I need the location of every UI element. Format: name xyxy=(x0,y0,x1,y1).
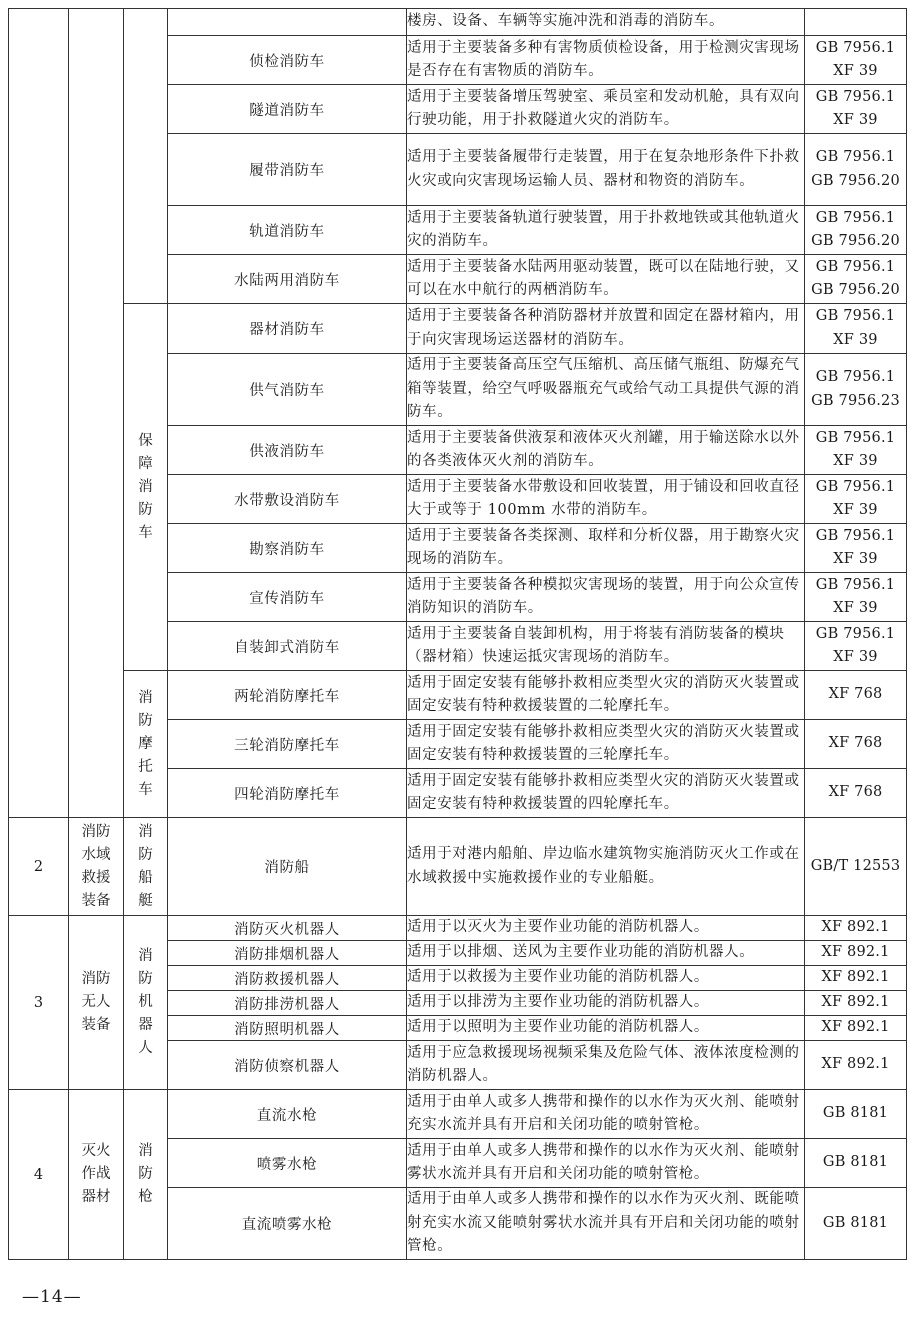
equipment-name: 勘察消防车 xyxy=(168,524,407,573)
equipment-description: 适用于主要装备多种有害物质侦检设备，用于检测灾害现场是否存在有害物质的消防车。 xyxy=(407,36,805,85)
equipment-name: 履带消防车 xyxy=(168,134,407,206)
standard-code: XF 892.1 xyxy=(805,1016,907,1041)
equipment-name: 两轮消防摩托车 xyxy=(168,671,407,720)
standard-code: GB 8181 xyxy=(805,1139,907,1188)
equipment-name: 隧道消防车 xyxy=(168,85,407,134)
equipment-description: 适用于主要装备各种消防器材并放置和固定在器材箱内，用于向灾害现场运送器材的消防车。 xyxy=(407,304,805,354)
subcategory-cell xyxy=(124,9,168,304)
seq-cell: 2 xyxy=(9,818,69,916)
equipment-name: 直流水枪 xyxy=(168,1090,407,1139)
equipment-name: 自装卸式消防车 xyxy=(168,622,407,671)
subcategory-cell: 消 防 枪 xyxy=(124,1090,168,1260)
standard-code: GB 7956.1 XF 39 xyxy=(805,475,907,524)
equipment-description: 适用于主要装备各种模拟灾害现场的装置，用于向公众宣传消防知识的消防车。 xyxy=(407,573,805,622)
category-cell: 消防 无人 装备 xyxy=(69,916,124,1090)
equipment-description: 适用于固定安装有能够扑救相应类型火灾的消防灭火装置或固定安装有特种救援装置的四轮摩托车。 xyxy=(407,769,805,818)
standard-code: GB 7956.1 XF 39 xyxy=(805,622,907,671)
equipment-description: 适用于主要装备各类探测、取样和分析仪器，用于勘察火灾现场的消防车。 xyxy=(407,524,805,573)
standard-code: XF 892.1 xyxy=(805,966,907,991)
table-row xyxy=(9,304,907,354)
equipment-name: 消防排烟机器人 xyxy=(168,941,407,966)
category-cell: 灭火 作战 器材 xyxy=(69,1090,124,1260)
standard-code: XF 892.1 xyxy=(805,941,907,966)
equipment-description: 适用于固定安装有能够扑救相应类型火灾的消防灭火装置或固定安装有特种救援装置的三轮摩托车。 xyxy=(407,720,805,769)
subcategory-cell: 消 防 机 器 人 xyxy=(124,916,168,1090)
table-row xyxy=(9,916,907,941)
equipment-name: 三轮消防摩托车 xyxy=(168,720,407,769)
equipment-name: 供气消防车 xyxy=(168,354,407,426)
table-row xyxy=(9,1090,907,1139)
equipment-description: 适用于由单人或多人携带和操作的以水作为灭火剂、能喷射充实水流并具有开启和关闭功能的喷射管枪。 xyxy=(407,1090,805,1139)
equipment-description: 适用于固定安装有能够扑救相应类型火灾的消防灭火装置或固定安装有特种救援装置的二轮摩托车。 xyxy=(407,671,805,720)
table-row xyxy=(9,9,907,36)
equipment-description: 适用于以救援为主要作业功能的消防机器人。 xyxy=(407,966,805,991)
table-row xyxy=(9,671,907,720)
page-number: —14— xyxy=(22,1287,82,1307)
seq-cell xyxy=(9,9,69,818)
table-row xyxy=(9,818,907,916)
standard-code: GB 7956.1 GB 7956.23 xyxy=(805,354,907,426)
equipment-description: 适用于主要装备水陆两用驱动装置，既可以在陆地行驶，又可以在水中航行的两栖消防车。 xyxy=(407,255,805,304)
equipment-name: 水带敷设消防车 xyxy=(168,475,407,524)
standard-code: GB 7956.1 XF 39 xyxy=(805,426,907,475)
equipment-name: 供液消防车 xyxy=(168,426,407,475)
standard-code: XF 892.1 xyxy=(805,991,907,1016)
standard-code: GB 7956.1 GB 7956.20 xyxy=(805,206,907,255)
standard-code: GB 7956.1 XF 39 xyxy=(805,85,907,134)
equipment-table xyxy=(8,8,907,1260)
category-cell: 消防 水域 救援 装备 xyxy=(69,818,124,916)
standard-code: GB 7956.1 XF 39 xyxy=(805,304,907,354)
standard-code: XF 892.1 xyxy=(805,1041,907,1090)
equipment-name: 宣传消防车 xyxy=(168,573,407,622)
seq-cell: 4 xyxy=(9,1090,69,1260)
equipment-description: 适用于以排涝为主要作业功能的消防机器人。 xyxy=(407,991,805,1016)
equipment-name: 喷雾水枪 xyxy=(168,1139,407,1188)
equipment-description: 适用于由单人或多人携带和操作的以水作为灭火剂、既能喷射充实水流又能喷射雾状水流并具有开启和关闭功能的喷射管枪。 xyxy=(407,1188,805,1260)
equipment-description: 适用于主要装备增压驾驶室、乘员室和发动机舱，具有双向行驶功能，用于扑救隧道火灾的消防车。 xyxy=(407,85,805,134)
equipment-name: 消防排涝机器人 xyxy=(168,991,407,1016)
equipment-description: 适用于主要装备高压空气压缩机、高压储气瓶组、防爆充气箱等装置，给空气呼吸器瓶充气或给气动工具提供气源的消防车。 xyxy=(407,354,805,426)
equipment-description: 适用于由单人或多人携带和操作的以水作为灭火剂、能喷射雾状水流并具有开启和关闭功能的喷射管枪。 xyxy=(407,1139,805,1188)
standard-code: GB 7956.1 XF 39 xyxy=(805,524,907,573)
equipment-description: 适用于以排烟、送风为主要作业功能的消防机器人。 xyxy=(407,941,805,966)
equipment-name: 消防侦察机器人 xyxy=(168,1041,407,1090)
standard-code: XF 892.1 xyxy=(805,916,907,941)
category-cell xyxy=(69,9,124,818)
standard-code: XF 768 xyxy=(805,720,907,769)
equipment-name: 消防照明机器人 xyxy=(168,1016,407,1041)
standard-code: GB 8181 xyxy=(805,1090,907,1139)
equipment-name: 侦检消防车 xyxy=(168,36,407,85)
equipment-description: 适用于主要装备履带行走装置，用于在复杂地形条件下扑救火灾或向灾害现场运输人员、器材和物资的消防车。 xyxy=(407,134,805,206)
subcategory-cell: 消 防 船 艇 xyxy=(124,818,168,916)
equipment-name: 四轮消防摩托车 xyxy=(168,769,407,818)
equipment-description: 适用于主要装备供液泵和液体灭火剂罐，用于输送除水以外的各类液体灭火剂的消防车。 xyxy=(407,426,805,475)
equipment-name: 消防灭火机器人 xyxy=(168,916,407,941)
subcategory-cell: 消 防 摩 托 车 xyxy=(124,671,168,818)
standard-code: XF 768 xyxy=(805,769,907,818)
standard-code: GB 7956.1 XF 39 xyxy=(805,36,907,85)
equipment-description: 适用于应急救援现场视频采集及危险气体、液体浓度检测的消防机器人。 xyxy=(407,1041,805,1090)
equipment-description: 适用于主要装备轨道行驶装置，用于扑救地铁或其他轨道火灾的消防车。 xyxy=(407,206,805,255)
subcategory-cell: 保 障 消 防 车 xyxy=(124,304,168,671)
equipment-description: 楼房、设备、车辆等实施冲洗和消毒的消防车。 xyxy=(407,9,805,36)
equipment-name: 轨道消防车 xyxy=(168,206,407,255)
standard-code: XF 768 xyxy=(805,671,907,720)
equipment-description: 适用于以照明为主要作业功能的消防机器人。 xyxy=(407,1016,805,1041)
equipment-description: 适用于对港内船舶、岸边临水建筑物实施消防灭火工作或在水域救援中实施救援作业的专业船艇。 xyxy=(407,818,805,916)
equipment-name: 器材消防车 xyxy=(168,304,407,354)
equipment-description: 适用于主要装备自装卸机构，用于将装有消防装备的模块（器材箱）快速运抵灾害现场的消防车。 xyxy=(407,622,805,671)
equipment-description: 适用于以灭火为主要作业功能的消防机器人。 xyxy=(407,916,805,941)
equipment-description: 适用于主要装备水带敷设和回收装置，用于铺设和回收直径大于或等于 100mm 水带的消防车。 xyxy=(407,475,805,524)
seq-cell: 3 xyxy=(9,916,69,1090)
standard-code: GB 7956.1 GB 7956.20 xyxy=(805,134,907,206)
equipment-name: 消防船 xyxy=(168,818,407,916)
standard-code xyxy=(805,9,907,36)
equipment-name: 消防救援机器人 xyxy=(168,966,407,991)
equipment-name: 直流喷雾水枪 xyxy=(168,1188,407,1260)
standard-code: GB 7956.1 XF 39 xyxy=(805,573,907,622)
equipment-name xyxy=(168,9,407,36)
standard-code: GB/T 12553 xyxy=(805,818,907,916)
standard-code: GB 7956.1 GB 7956.20 xyxy=(805,255,907,304)
standard-code: GB 8181 xyxy=(805,1188,907,1260)
equipment-name: 水陆两用消防车 xyxy=(168,255,407,304)
